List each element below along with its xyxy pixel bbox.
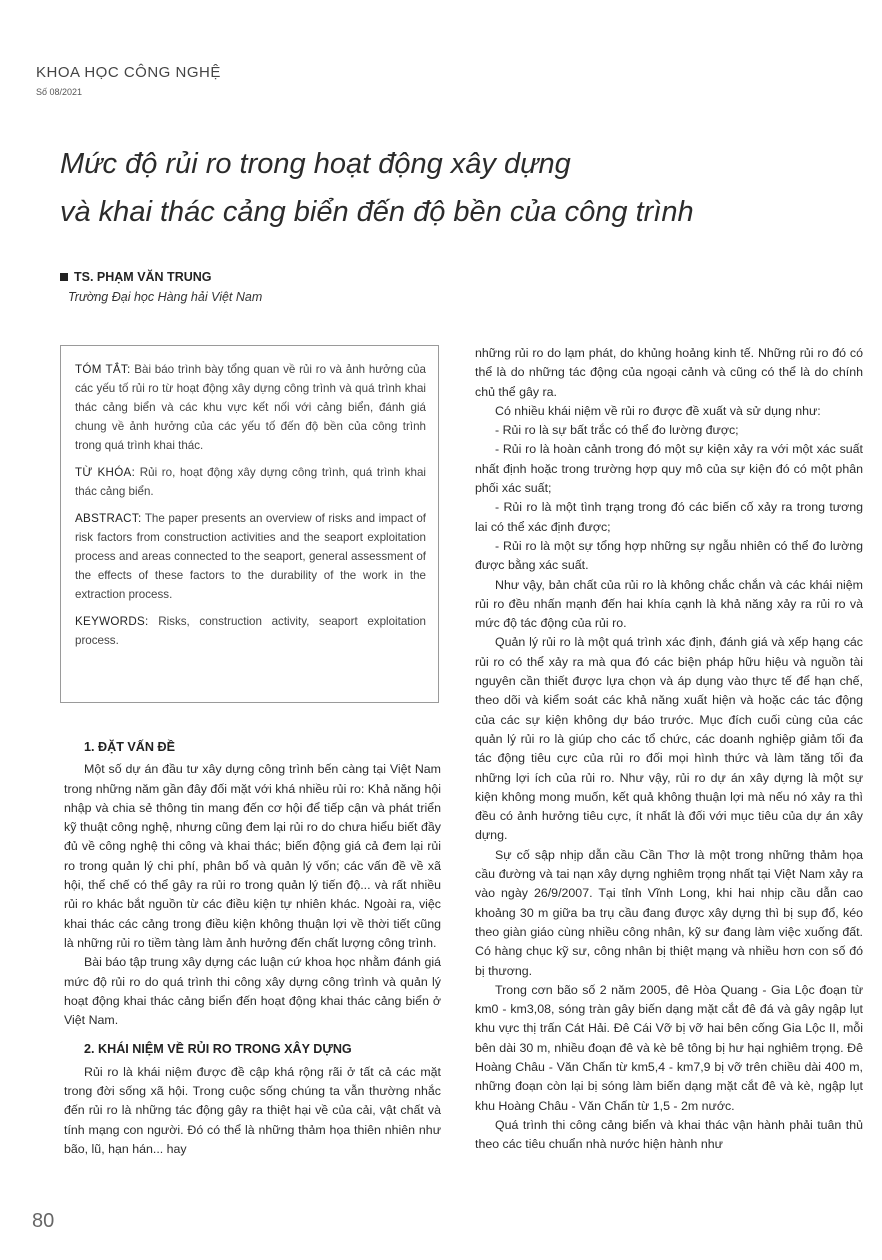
abstract-box bbox=[60, 345, 439, 703]
right-paragraph-5: Sự cố sập nhịp dẫn cầu Cần Thơ là một trong những thảm họa cầu đường và tai nạn xây dựng nghiêm trọng nhất tại Việt Nam xảy ra vào ngày 26/9/2007. Tại tỉnh Vĩnh Long, khi hai nhịp cầu dẫn cao khoảng 30 m giữa ba trụ cầu đang được xây dựng thì bị sụp đổ, kéo theo giàn giáo cùng nhiều công nhân, kỹ sư đang làm việc xuống đất. Có hàng chục kỹ sư, công nhân bị thiệt mạng và nhiều hơn con số đó bị thương. bbox=[475, 847, 863, 978]
right-column bbox=[475, 344, 863, 1154]
section-2-paragraph-1: Rủi ro là khái niệm được đề cập khá rộng rãi ở tất cả các mặt trong đời sống xã hội. Trong cuộc sống chúng ta vẫn thường nhắc đến rủi ro là những tác động gây ra thiệt hại về của cải, vật chất và tính mạng con người. Đó có thể là những thảm họa thiên nhiên như bão, lũ, hạn hán... hay bbox=[64, 1064, 441, 1156]
right-list-item-4: - Rủi ro là một sự tổng hợp những sự ngẫu nhiên có thể đo lường được bằng xác suất. bbox=[475, 538, 863, 573]
right-paragraph-7: Quá trình thi công cảng biển và khai thác vận hành phải tuân thủ theo các tiêu chuẩn nhà nước hiện hành như bbox=[475, 1117, 863, 1152]
section-label: KHOA HỌC CÔNG NGHỆ bbox=[36, 64, 221, 81]
tomtat-label: TÓM TẮT: bbox=[75, 363, 131, 376]
left-column bbox=[64, 738, 441, 1159]
tukhoa-label: TỪ KHÓA: bbox=[75, 466, 136, 479]
article-title bbox=[60, 140, 850, 236]
affiliation: Trường Đại học Hàng hải Việt Nam bbox=[68, 290, 263, 304]
section-2-heading: 2. KHÁI NIỆM VỀ RỦI RO TRONG XÂY DỰNG bbox=[84, 1042, 352, 1057]
right-paragraph-4: Quản lý rủi ro là một quá trình xác định, đánh giá và xếp hạng các rủi ro có thể xảy ra mà qua đó các biện pháp hữu hiệu và nguồn tài nguyên cần thiết được lựa chọn và áp dụng vào thực tế để hạn chế, theo dõi và kiểm soát các khả năng xuất hiện và hoặc các tác động của các sự kiện không dự báo trước. Mục đích cuối cùng của các quản lý rủi ro là giúp cho các tổ chức, các doanh nghiệp giảm tối đa tác động tiêu cực của rủi ro đối mọi hình thức và làm tăng tối đa những lợi ích của rủi ro. Như vậy, rủi ro dự án xây dựng là một sự kiện không mong muốn, kết quả không thuận lợi mà nếu nó xảy ra thì đều có ảnh hưởng tiêu cực, ít nhất là đối với mục tiêu của dự án xây dựng. bbox=[475, 635, 863, 843]
keywords-paragraph bbox=[75, 612, 426, 650]
bullet-square-icon bbox=[60, 273, 68, 281]
section-1-paragraph-2: Bài báo tập trung xây dựng các luận cứ khoa học nhằm đánh giá mức độ rủi ro do quá trình thi công xây dựng công trình và quản lý hoạt động khai thác cảng biển đến hoạt động khai thác cảng biển ở Việt Nam. bbox=[64, 955, 441, 1028]
abstract-label: ABSTRACT: bbox=[75, 512, 142, 525]
title-line-2: và khai thác cảng biển đến độ bền của công trình bbox=[60, 196, 694, 228]
tukhoa-text: Rủi ro, hoạt động xây dựng công trình, quá trình khai thác cảng biển. bbox=[75, 466, 426, 498]
abstract-text: The paper presents an overview of risks and impact of risk factors from construction activities and the seaport exploitation process and areas connected to the seaport, general assessment of the effects of these factors to the durability of the work in the extraction process. bbox=[75, 512, 426, 601]
tomtat-text: Bài báo trình bày tổng quan về rủi ro và ảnh hưởng của các yếu tố rủi ro từ hoạt động xây dựng công trình và quá trình khai thác cảng biển và các khu vực kết nối với cảng biển, đánh giá chung về ảnh hưởng của các yếu tố đến độ bền của công trình trong quá trình khai thác. bbox=[75, 363, 426, 452]
right-paragraph-3: Như vậy, bản chất của rủi ro là không chắc chắn và các khái niệm rủi ro đều nhấn mạnh đến hai khía cạnh là khả năng xảy ra rủi ro và mức độ tác động của rủi ro. bbox=[475, 577, 863, 631]
tomtat-paragraph bbox=[75, 360, 426, 455]
keywords-label: KEYWORDS: bbox=[75, 615, 149, 628]
right-list-item-3: - Rủi ro là một tình trạng trong đó các biến cố xảy ra trong tương lai có thể xác định được; bbox=[475, 500, 863, 534]
abstract-paragraph bbox=[75, 509, 426, 604]
right-list-item-2: - Rủi ro là hoàn cảnh trong đó một sự kiện xảy ra với một xác suất nhất định hoặc trong trường hợp quy mô của sự kiện đó có một phân phối xác suất; bbox=[475, 442, 863, 496]
issue-number: Số 08/2021 bbox=[36, 87, 83, 97]
right-list-item-1: - Rủi ro là sự bất trắc có thể đo lường được; bbox=[495, 423, 739, 438]
section-1-paragraph-1: Một số dự án đầu tư xây dựng công trình bến càng tại Việt Nam trong những năm gần đây đối mặt với khá nhiều rủi ro: Khả năng hội nhập và chia sẻ thông tin mang đến cơ hội để tiếp cận và phát triển kỹ thuật công nghệ, nhưng cũng đem lại rủi ro do chưa hiểu biết đầy đủ về công nghệ thi công và khai thác; biến động giá cả đem lại rủi ro trong quản lý chi phí, phân bổ và quản lý vốn; các vấn đề về xã hội, thể chế có thể gây ra rủi ro trong quản lý tiến độ... và rất nhiều rủi ro khác bắt nguồn từ các điều kiện tự nhiên khác. Ngoài ra, việc khai thác các cảng trong điều kiện không thuận lợi về thời tiết cũng là những rủi ro tiềm tàng làm ảnh hưởng đến chất lượng công trình. bbox=[64, 762, 441, 950]
right-paragraph-6: Trong cơn bão số 2 năm 2005, đê Hòa Quang - Gia Lộc đoạn từ km0 - km3,08, sóng tràn gây biến dạng mặt cắt đê đá và gây ngập lụt khu vực thị trấn Cát Hải. Đê Cái Vỡ bị vỡ hai bên cống Gia Lộc II, mỗi bên dài 30 m, nhiều đoạn đê và kè bê tông bị hư hại nghiêm trọng. Đê Hoàng Châu - Văn Chấn từ km5,4 - km7,9 bị vỡ trên chiều dài 400 m, những đoạn còn lại bị sóng làm biến dạng mặt cắt đê và kè, ngập lụt khu Hoàng Châu - Văn Chấn từ 1,5 - 2m nước. bbox=[475, 982, 863, 1113]
title-line-1: Mức độ rủi ro trong hoạt động xây dựng bbox=[60, 148, 571, 180]
section-1-heading: 1. ĐẶT VẤN ĐỀ bbox=[84, 740, 175, 754]
tukhoa-paragraph bbox=[75, 463, 426, 501]
right-paragraph-1: những rủi ro do lạm phát, do khủng hoảng kinh tế. Những rủi ro đó có thể là do những tác động của ngoại cảnh và cũng có thể là do chính chủ thể gây ra. bbox=[475, 346, 863, 399]
author bbox=[60, 270, 212, 284]
right-paragraph-2: Có nhiều khái niệm về rủi ro được đề xuất và sử dụng như: bbox=[495, 403, 821, 418]
page-number: 80 bbox=[32, 1210, 55, 1232]
author-name: TS. PHẠM VĂN TRUNG bbox=[74, 270, 212, 284]
keywords-text: Risks, construction activity, seaport exploitation process. bbox=[75, 615, 426, 647]
